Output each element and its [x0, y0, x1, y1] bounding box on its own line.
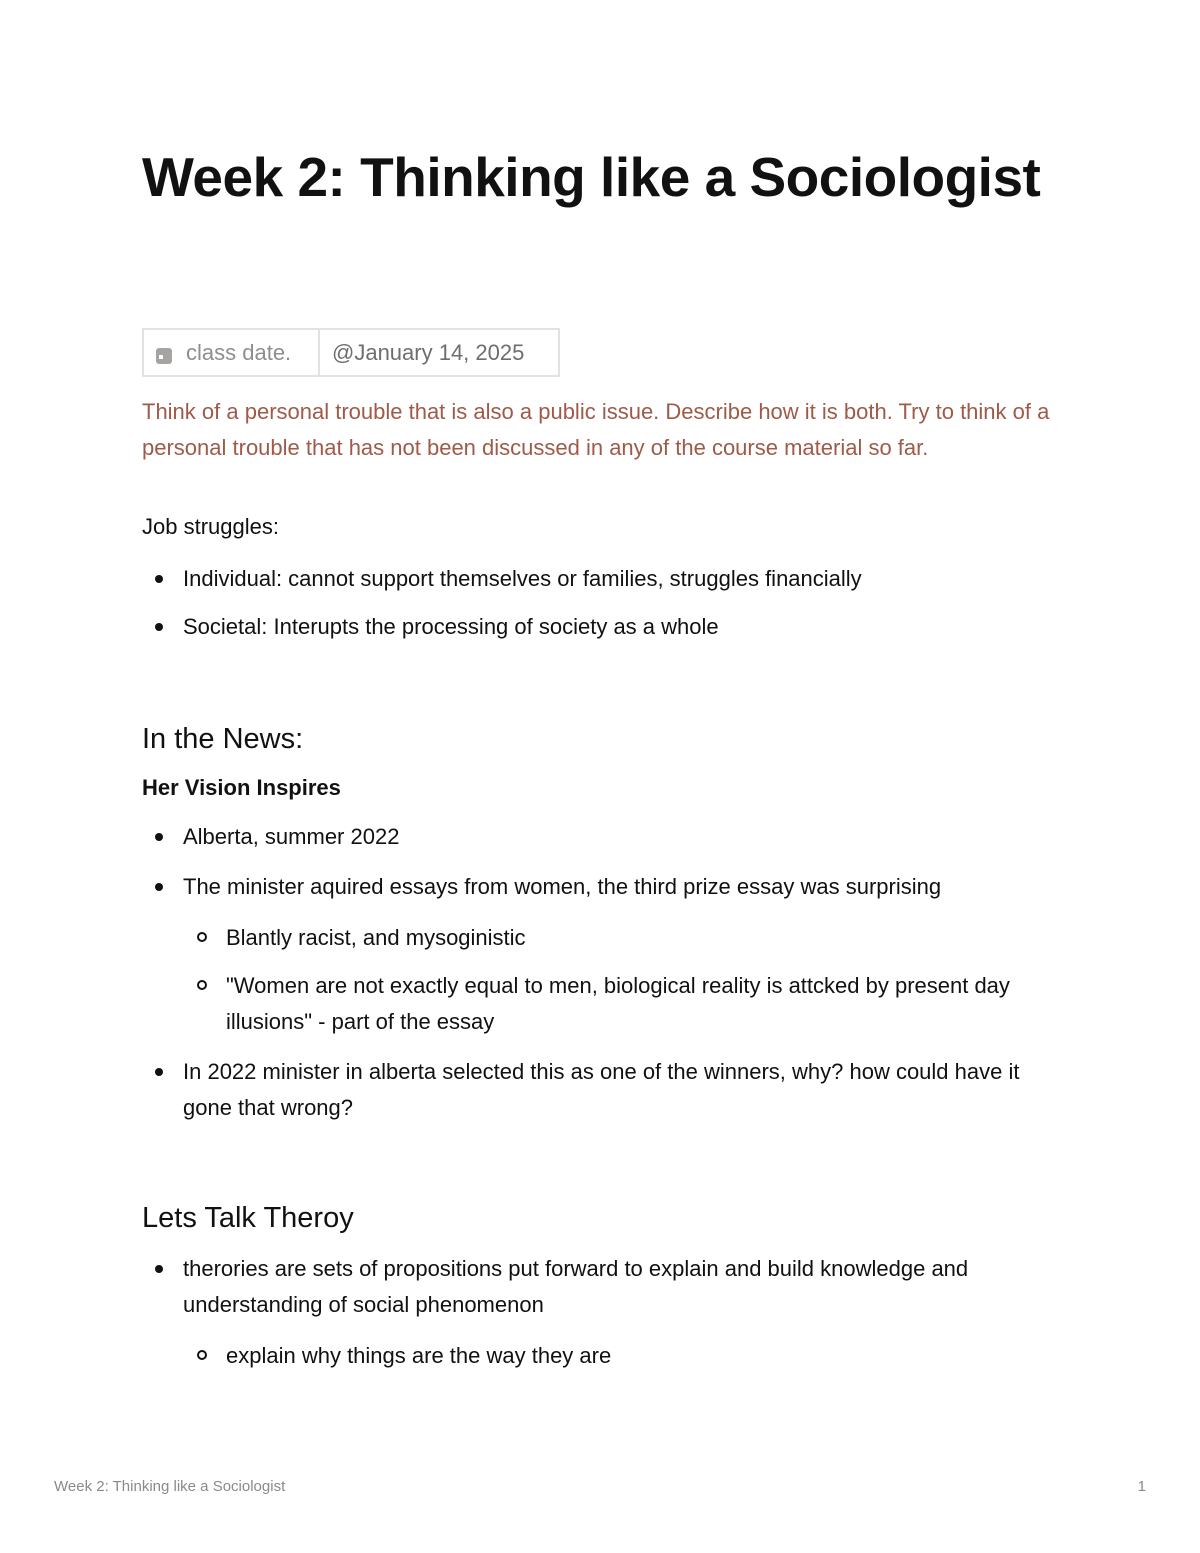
- sub-list-item: "Women are not exactly equal to men, biological reality is attcked by present day illusions" - part of the essay: [226, 973, 1010, 1034]
- calendar-icon: [156, 348, 172, 364]
- bullet-dot: [155, 833, 163, 841]
- job-struggles-intro: Job struggles:: [142, 514, 279, 539]
- list-item: therories are sets of propositions put forward to explain and build knowledge and understanding of social phenomenon: [183, 1256, 969, 1317]
- list-item: In 2022 minister in alberta selected this as one of the winners, why? how could have it gone that wrong?: [183, 1059, 1020, 1120]
- bullet-dot: [155, 623, 163, 631]
- bullet-dot: [155, 1068, 163, 1076]
- sub-bullet-circle: [197, 980, 207, 990]
- footer-page-number: 1: [1137, 1478, 1146, 1495]
- property-name-cell: [144, 330, 320, 375]
- bullet-dot: [155, 575, 163, 583]
- page-title: Week 2: Thinking like a Sociologist: [142, 146, 1041, 208]
- news-subheading: Her Vision Inspires: [142, 775, 341, 800]
- footer-title: Week 2: Thinking like a Sociologist: [54, 1478, 286, 1495]
- section-heading-news: In the News:: [142, 723, 304, 755]
- property-value-cell[interactable]: [320, 330, 558, 375]
- property-name: class date.: [186, 339, 292, 365]
- list-item: Individual: cannot support themselves or families, struggles financially: [183, 566, 862, 591]
- prompt-paragraph: Think of a personal trouble that is also a public issue. Describe how it is both. Try to think of a personal trouble that has not been discussed in any of the course material so far.: [142, 399, 1050, 460]
- property-row: [142, 328, 560, 377]
- bullet-dot: [155, 883, 163, 891]
- bullet-dot: [155, 1265, 163, 1273]
- list-item: The minister aquired essays from women, the third prize essay was surprising: [183, 874, 942, 899]
- sub-list-item: Blantly racist, and mysoginistic: [226, 925, 526, 950]
- list-item: Societal: Interupts the processing of society as a whole: [183, 614, 719, 639]
- list-item: Alberta, summer 2022: [183, 824, 400, 849]
- property-value: @January 14, 2025: [332, 339, 525, 365]
- sub-list-item: explain why things are the way they are: [226, 1343, 612, 1368]
- sub-bullet-circle: [197, 1350, 207, 1360]
- sub-bullet-circle: [197, 932, 207, 942]
- section-heading-theory: Lets Talk Theroy: [142, 1202, 354, 1234]
